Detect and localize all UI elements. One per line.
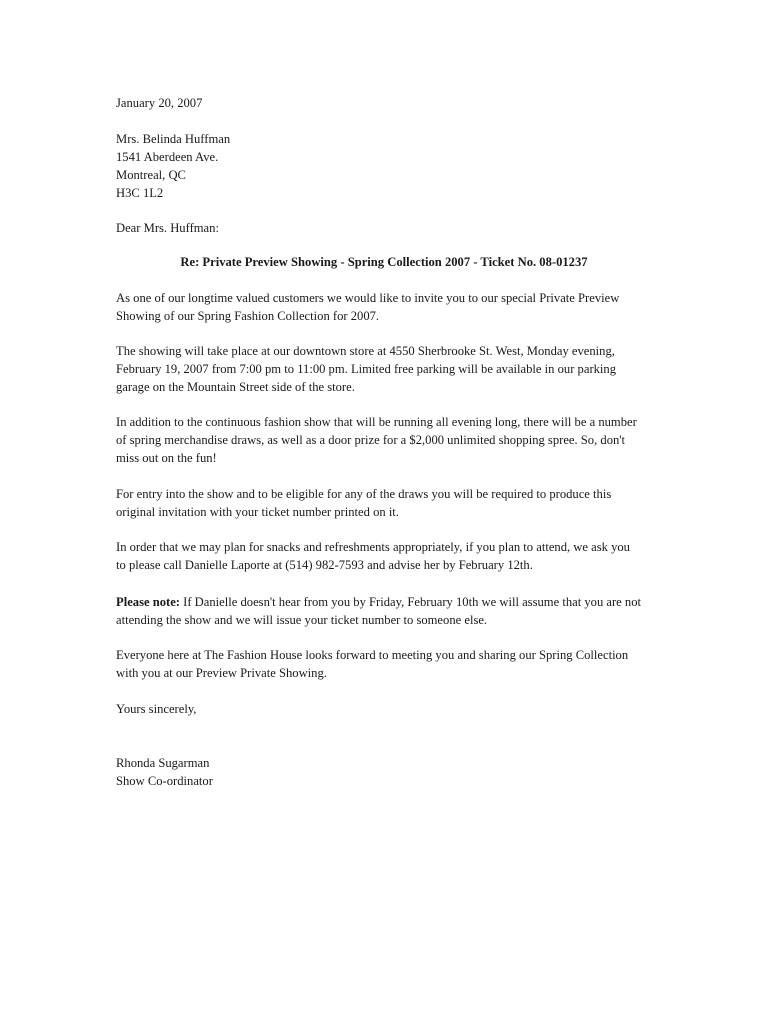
paragraph-line: Everyone here at The Fashion House looks forward to meeting you and sharing our Spring Collection — [116, 648, 629, 662]
recipient-city: Montreal, QC — [116, 168, 186, 182]
note-label: Please note: — [116, 595, 180, 609]
signature-name: Rhonda Sugarman — [116, 756, 210, 770]
paragraph-line: to please call Danielle Laporte at (514) 982-7593 and advise her by February 12th. — [116, 558, 533, 572]
paragraph-line: garage on the Mountain Street side of the store. — [116, 380, 355, 394]
recipient-street: 1541 Aberdeen Ave. — [116, 150, 219, 164]
paragraph-line: attending the show and we will issue your ticket number to someone else. — [116, 613, 488, 627]
recipient-address — [116, 130, 656, 202]
closing — [116, 700, 656, 718]
paragraph-line: of spring merchandise draws, as well as a door prize for a $2,000 unlimited shopping spree. So, don't — [116, 433, 626, 447]
paragraph-line: For entry into the show and to be eligible for any of the draws you will be required to produce this — [116, 487, 612, 501]
paragraph-line: miss out on the fun! — [116, 451, 217, 465]
salutation-text: Dear Mrs. Huffman: — [116, 221, 219, 235]
paragraph-line: In addition to the continuous fashion show that will be running all evening long, there will be a number — [116, 415, 637, 429]
paragraph-line: As one of our longtime valued customers we would like to invite you to our special Private Preview — [116, 291, 620, 305]
paragraph-note — [116, 593, 656, 629]
paragraph-invitation — [116, 289, 656, 325]
paragraph-line: original invitation with your ticket number printed on it. — [116, 505, 399, 519]
paragraph-closing-remarks — [116, 646, 656, 682]
date-text: January 20, 2007 — [116, 96, 203, 110]
note-text: If Danielle doesn't hear from you by Friday, February 10th we will assume that you are not — [180, 595, 642, 609]
closing-text: Yours sincerely, — [116, 702, 197, 716]
paragraph-line: In order that we may plan for snacks and refreshments appropriately, if you plan to attend, we ask you — [116, 540, 630, 554]
signature-block — [116, 754, 656, 790]
paragraph-draws — [116, 413, 656, 467]
note-line-first — [116, 593, 656, 611]
signature-title: Show Co-ordinator — [116, 774, 213, 788]
paragraph-rsvp — [116, 538, 656, 574]
recipient-name: Mrs. Belinda Huffman — [116, 132, 231, 146]
subject-line: Re: Private Preview Showing - Spring Collection 2007 - Ticket No. 08-01237 — [180, 255, 588, 269]
salutation — [116, 219, 656, 237]
paragraph-line: February 19, 2007 from 7:00 pm to 11:00 pm. Limited free parking will be available in our parking — [116, 362, 617, 376]
paragraph-entry — [116, 485, 656, 521]
paragraph-line: Showing of our Spring Fashion Collection for 2007. — [116, 309, 380, 323]
recipient-postal: H3C 1L2 — [116, 186, 164, 200]
paragraph-line: with you at our Preview Private Showing. — [116, 666, 327, 680]
paragraph-location — [116, 342, 656, 396]
paragraph-line: The showing will take place at our downtown store at 4550 Sherbrooke St. West, Monday evening, — [116, 344, 615, 358]
letter-date — [116, 94, 656, 112]
